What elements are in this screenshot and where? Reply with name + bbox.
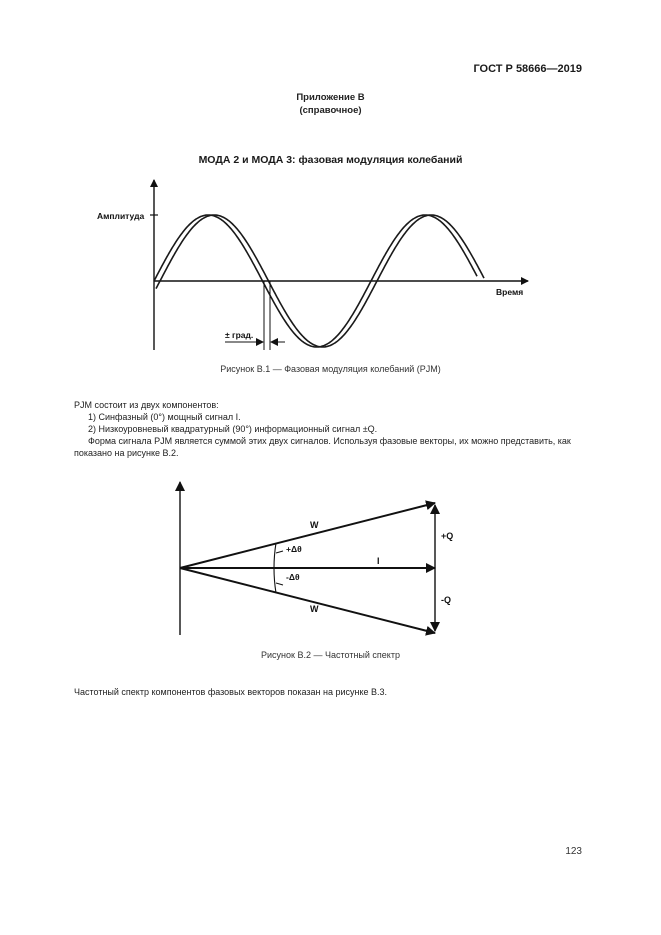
annex-subtitle: (справочное) xyxy=(299,105,362,116)
x-axis-label: Время xyxy=(496,287,524,297)
label-plus-dtheta: +Δθ xyxy=(286,544,302,554)
document-header: ГОСТ Р 58666—2019 xyxy=(473,63,582,75)
paragraph-intro: PJM состоит из двух компонентов: xyxy=(74,400,219,410)
angle-marker-plus xyxy=(276,551,283,553)
annex-title: Приложение В xyxy=(296,92,365,103)
label-i: I xyxy=(377,556,380,566)
paragraph-block xyxy=(74,399,586,459)
figure2-caption: Рисунок В.2 — Частотный спектр xyxy=(261,650,400,660)
closing-paragraph: Частотный спектр компонентов фазовых векторов показан на рисунке В.3. xyxy=(74,687,388,697)
phasor-w-minus xyxy=(180,568,435,633)
list-item-2: 2) Низкоуровневый квадратурный (90°) информационный сигнал ±Q. xyxy=(88,424,378,434)
label-plus-q: +Q xyxy=(441,531,454,541)
figure-phase-modulation xyxy=(0,0,661,380)
paragraph-body: Форма сигнала PJM является суммой этих двух сигналов. Используя фазовые векторы, их можно представить, как показано на рисунке В.2. xyxy=(74,436,571,458)
angle-marker-minus xyxy=(276,583,283,585)
label-w-top: W xyxy=(310,520,319,530)
list-item-1: 1) Синфазный (0°) мощный сигнал I. xyxy=(88,412,241,422)
figure-phasor-diagram xyxy=(0,470,661,650)
page-number: 123 xyxy=(565,846,582,857)
label-minus-dtheta: -Δθ xyxy=(286,572,300,582)
label-w-bottom: W xyxy=(310,604,319,614)
shift-label: ± град. xyxy=(225,330,254,340)
label-minus-q: -Q xyxy=(441,595,451,605)
figure1-caption: Рисунок В.1 — Фазовая модуляция колебаний (PJM) xyxy=(220,364,441,374)
section-title: МОДА 2 и МОДА 3: фазовая модуляция колебаний xyxy=(198,154,463,166)
phasor-w-plus xyxy=(180,503,435,568)
y-axis-label: Амплитуда xyxy=(97,211,145,221)
